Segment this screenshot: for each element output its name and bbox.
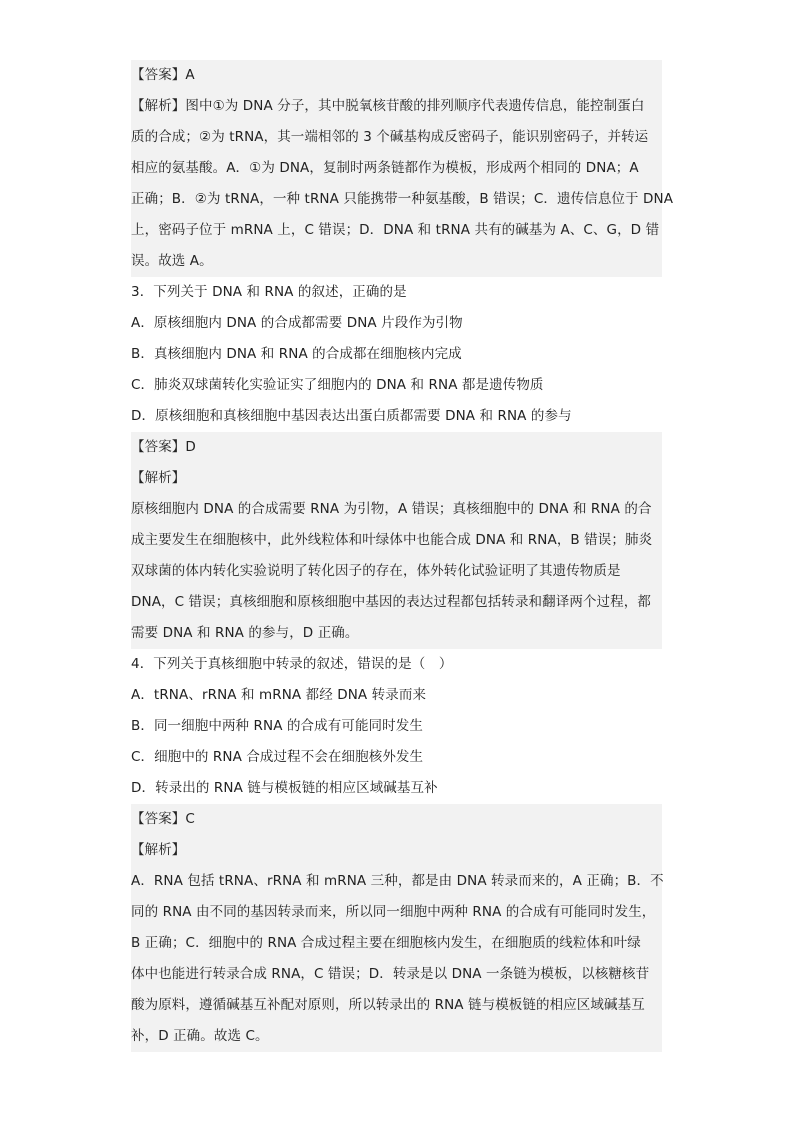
option-d: D．原核细胞和真核细胞中基因表达出蛋白质都需要 DNA 和 RNA 的参与	[131, 408, 572, 424]
analysis-line: 原核细胞内 DNA 的合成需要 RNA 为引物，A 错误；真核细胞中的 DNA 和 RNA 的合	[131, 501, 652, 517]
analysis-title: 【解析】	[131, 842, 186, 858]
answer-label: 【答案】D	[131, 439, 196, 455]
analysis-line: 【解析】图中①为 DNA 分子，其中脱氧核苷酸的排列顺序代表遗传信息，能控制蛋白	[131, 98, 645, 114]
analysis-line: A．RNA 包括 tRNA、rRNA 和 mRNA 三种，都是由 DNA 转录而来的，A 正确；B．不	[131, 873, 664, 889]
analysis-line: 补，D 正确。故选 C。	[131, 1028, 269, 1044]
answer-label: 【答案】A	[131, 67, 195, 83]
analysis-line: 上，密码子位于 mRNA 上，C 错误；D．DNA 和 tRNA 共有的碱基为 A、C、G，D 错	[131, 222, 660, 238]
analysis-line: 成主要发生在细胞核中，此外线粒体和叶绿体中也能合成 DNA 和 RNA，B 错误；肺炎	[131, 532, 653, 548]
analysis-line: DNA，C 错误；真核细胞和原核细胞中基因的表达过程都包括转录和翻译两个过程，都	[131, 594, 651, 610]
question-stem: 3．下列关于 DNA 和 RNA 的叙述，正确的是	[131, 284, 407, 300]
option-a: A．tRNA、rRNA 和 mRNA 都经 DNA 转录而来	[131, 687, 427, 703]
option-c: C．细胞中的 RNA 合成过程不会在细胞核外发生	[131, 749, 424, 765]
document-page	[131, 60, 674, 1052]
analysis-line: 酸为原料，遵循碱基互补配对原则，所以转录出的 RNA 链与模板链的相应区域碱基互	[131, 997, 645, 1013]
q4-question	[131, 649, 662, 804]
q4-answer-block	[131, 804, 662, 1052]
analysis-line: 需要 DNA 和 RNA 的参与，D 正确。	[131, 625, 359, 641]
analysis-line: 体中也能进行转录合成 RNA，C 错误；D．转录是以 DNA 一条链为模板，以核糖核苷	[131, 966, 650, 982]
analysis-line: 误。故选 A。	[131, 253, 213, 269]
analysis-line: 双球菌的体内转化实验说明了转化因子的存在，体外转化试验证明了其遗传物质是	[131, 563, 621, 579]
option-b: B．真核细胞内 DNA 和 RNA 的合成都在细胞核内完成	[131, 346, 462, 362]
q3-answer-block	[131, 432, 662, 649]
analysis-title: 【解析】	[131, 470, 186, 486]
option-c: C．肺炎双球菌转化实验证实了细胞内的 DNA 和 RNA 都是遗传物质	[131, 377, 544, 393]
analysis-line: 正确；B．②为 tRNA，一种 tRNA 只能携带一种氨基酸，B 错误；C．遗传信息位于 DNA	[131, 191, 674, 207]
analysis-line: 同的 RNA 由不同的基因转录而来，所以同一细胞中两种 RNA 的合成有可能同时发生，	[131, 904, 656, 920]
analysis-line: 相应的氨基酸。A．①为 DNA，复制时两条链都作为模板，形成两个相同的 DNA；A	[131, 160, 639, 176]
analysis-line: 质的合成；②为 tRNA，其一端相邻的 3 个碱基构成反密码子，能识别密码子，并转运	[131, 129, 649, 145]
option-a: A．原核细胞内 DNA 的合成都需要 DNA 片段作为引物	[131, 315, 463, 331]
option-d: D．转录出的 RNA 链与模板链的相应区域碱基互补	[131, 780, 438, 796]
analysis-line: B 正确；C．细胞中的 RNA 合成过程主要在细胞核内发生，在细胞质的线粒体和叶绿	[131, 935, 641, 951]
q2-answer-block	[131, 60, 674, 277]
option-b: B．同一细胞中两种 RNA 的合成有可能同时发生	[131, 718, 423, 734]
question-stem: 4．下列关于真核细胞中转录的叙述，错误的是（ ）	[131, 656, 453, 672]
answer-label: 【答案】C	[131, 811, 195, 827]
q3-question	[131, 277, 662, 432]
